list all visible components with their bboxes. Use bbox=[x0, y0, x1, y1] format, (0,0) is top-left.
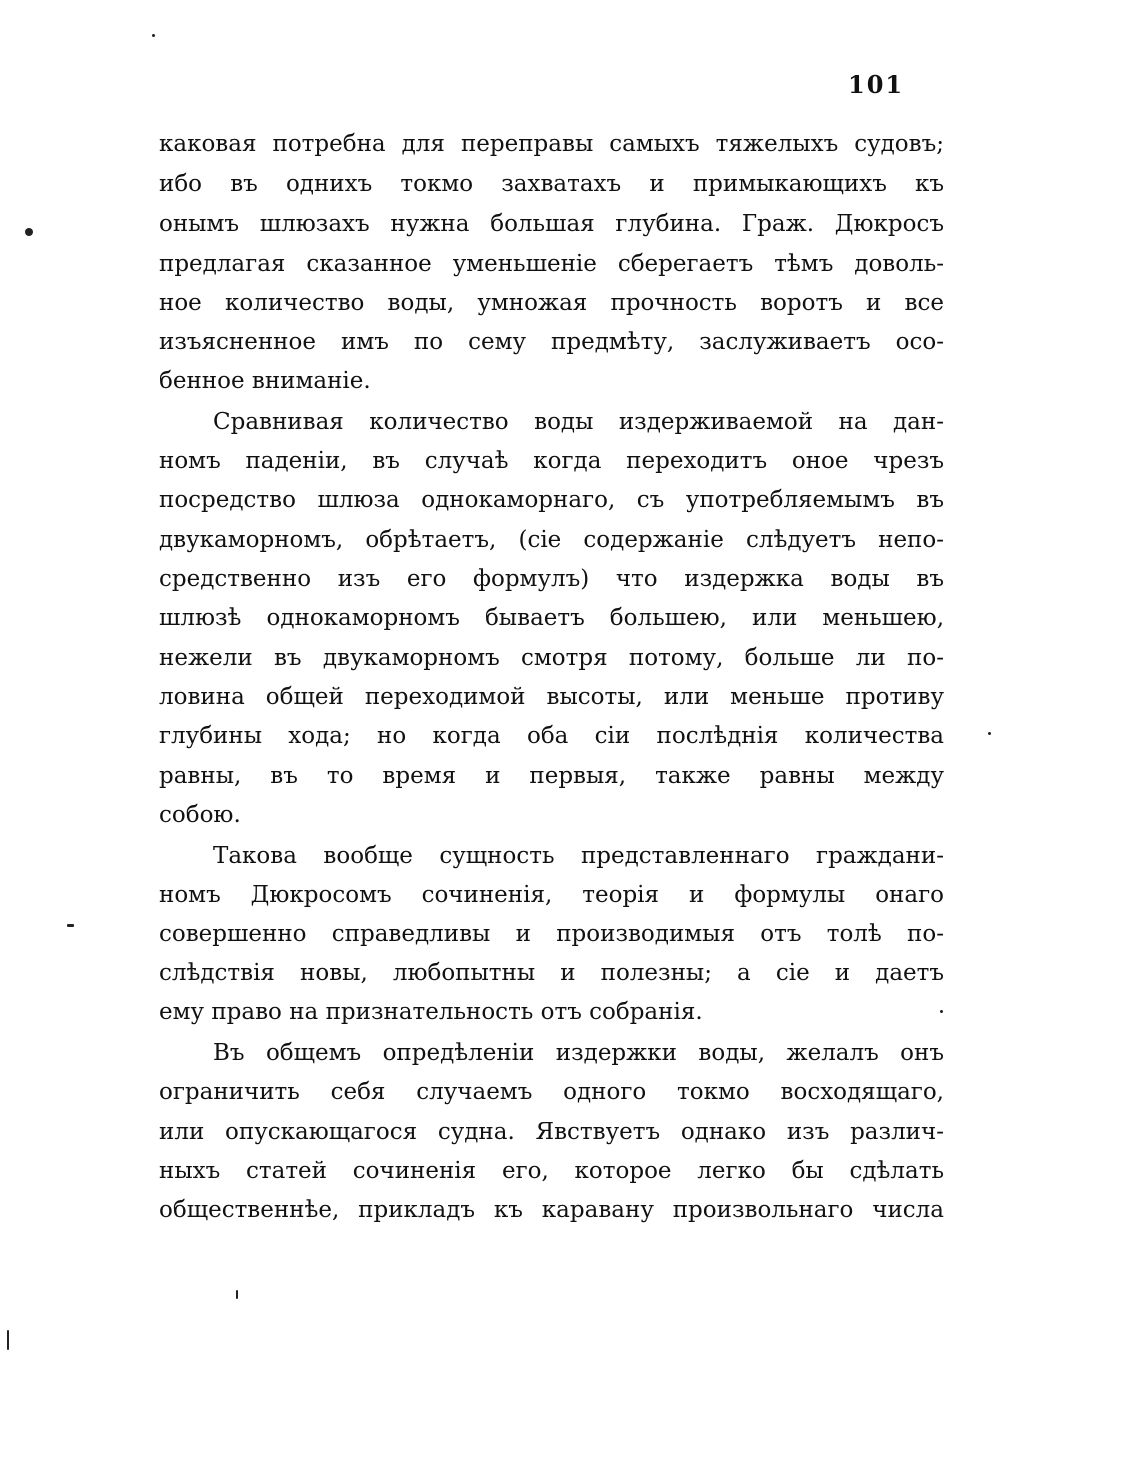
text-line: или опускающагося судна. Явствуетъ однако изъ различ- bbox=[159, 1119, 944, 1145]
text-line: собою. bbox=[159, 802, 241, 828]
text-line: равны, въ то время и первыя, также равны между bbox=[159, 763, 944, 789]
text-line: ное количество воды, умножая прочность воротъ и все bbox=[159, 290, 944, 316]
text-line: предлагая сказанное уменьшеніе сберегаетъ тѣмъ доволь- bbox=[159, 251, 944, 277]
scan-speck bbox=[67, 924, 74, 927]
text-line: ему право на признательность отъ собранія. bbox=[159, 999, 703, 1025]
text-line: шлюзѣ однокаморномъ бываетъ большею, или меньшею, bbox=[159, 605, 944, 631]
scan-speck bbox=[25, 228, 33, 236]
scan-speck bbox=[7, 1330, 9, 1350]
scan-speck bbox=[236, 1290, 238, 1299]
text-line: глубины хода; но когда оба сіи послѣднія количества bbox=[159, 723, 944, 749]
scan-speck bbox=[940, 1010, 943, 1013]
text-line: нежели въ двукаморномъ смотря потому, больше ли по- bbox=[159, 645, 944, 671]
text-line: совершенно справедливы и производимыя отъ толѣ по- bbox=[159, 921, 944, 947]
text-line: двукаморномъ, обрѣтаетъ, (сіе содержаніе слѣдуетъ непо- bbox=[159, 527, 944, 553]
text-line: онымъ шлюзахъ нужна большая глубина. Граж. Дюкросъ bbox=[159, 211, 944, 237]
text-line: слѣдствія новы, любопытны и полезны; а сіе и даетъ bbox=[159, 960, 944, 986]
text-line: ловина общей переходимой высоты, или меньше противу bbox=[159, 684, 944, 710]
scan-speck bbox=[988, 732, 991, 735]
text-line: Въ общемъ опредѣленіи издержки воды, желалъ онъ bbox=[213, 1040, 944, 1066]
text-line: каковая потребна для переправы самыхъ тяжелыхъ судовъ; bbox=[159, 131, 944, 157]
text-line: номъ Дюкросомъ сочиненія, теорія и формулы онаго bbox=[159, 882, 944, 908]
text-line: изъясненное имъ по сему предмѣту, заслуживаетъ осо- bbox=[159, 329, 944, 355]
page-number: 101 bbox=[848, 70, 905, 99]
text-line: бенное вниманіе. bbox=[159, 368, 371, 394]
text-line: Сравнивая количество воды издерживаемой на дан- bbox=[213, 409, 944, 435]
text-line: ныхъ статей сочиненія его, которое легко бы сдѣлать bbox=[159, 1158, 944, 1184]
scan-speck bbox=[152, 34, 155, 37]
text-line: Такова вообще сущность представленнаго граждани- bbox=[213, 843, 944, 869]
text-line: посредство шлюза однокаморнаго, съ употребляемымъ въ bbox=[159, 487, 944, 513]
text-line: средственно изъ его формулъ) что издержка воды въ bbox=[159, 566, 944, 592]
text-line: общественнѣе, прикладъ къ каравану произвольнаго числа bbox=[159, 1197, 944, 1223]
text-line: ограничить себя случаемъ одного токмо восходящаго, bbox=[159, 1079, 944, 1105]
text-line: номъ паденіи, въ случаѣ когда переходитъ оное чрезъ bbox=[159, 448, 944, 474]
text-line: ибо въ однихъ токмо захватахъ и примыкающихъ къ bbox=[159, 171, 944, 197]
